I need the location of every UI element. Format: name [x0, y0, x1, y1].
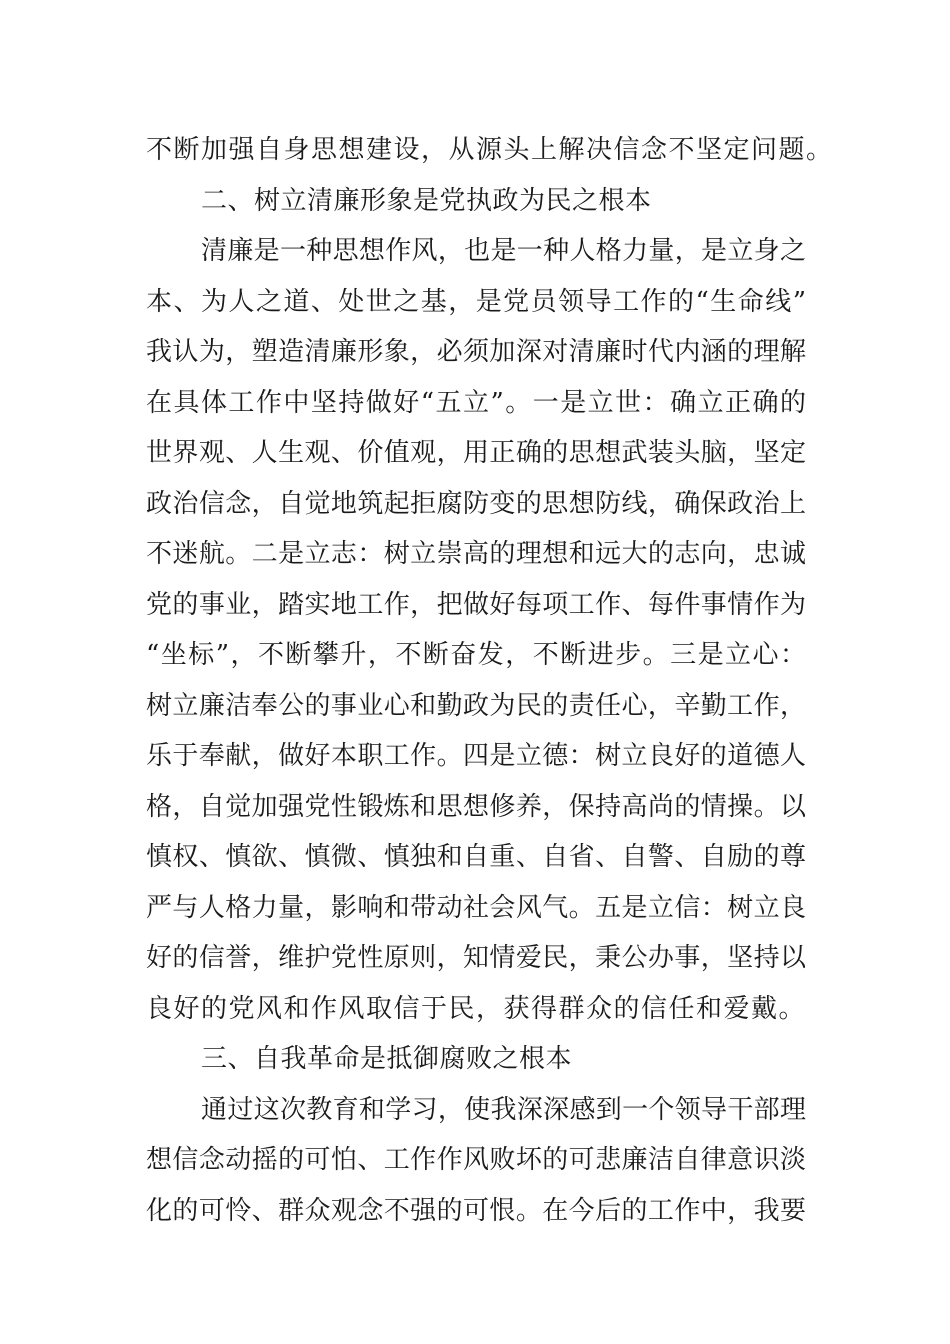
- section-heading: 二、树立清廉形象是党执政为民之根本: [201, 185, 652, 216]
- paragraph-line: 政治信念，自觉地筑起拒腐防变的思想防线，确保政治上: [146, 488, 806, 519]
- paragraph-line: 乐于奉献，做好本职工作。四是立德：树立良好的道德人: [146, 741, 806, 771]
- section-heading: 三、自我革命是抵御腐败之根本: [201, 1044, 573, 1074]
- paragraph-line: 好的信誉，维护党性原则，知情爱民，秉公办事，坚持以: [146, 943, 806, 973]
- paragraph-line: 想信念动摇的可怕、工作作风败坏的可悲廉洁自律意识淡: [146, 1145, 806, 1175]
- paragraph-line: 世界观、人生观、价值观，用正确的思想武装头脑，坚定: [146, 438, 806, 468]
- paragraph-line: 格，自觉加强党性锻炼和思想修养，保持高尚的情操。以: [146, 791, 806, 822]
- paragraph-line: 化的可怜、群众观念不强的可恨。在今后的工作中，我要: [146, 1195, 806, 1226]
- paragraph-line: 通过这次教育和学习，使我深深感到一个领导干部理: [201, 1094, 806, 1125]
- paragraph-line: 党的事业，踏实地工作，把做好每项工作、每件事情作为: [146, 589, 806, 620]
- paragraph-line: 清廉是一种思想作风，也是一种人格力量，是立身之: [201, 236, 806, 266]
- paragraph-line: 不断加强自身思想建设，从源头上解决信念不坚定问题。: [146, 135, 834, 165]
- paragraph-line: 不迷航。二是立志：树立崇高的理想和远大的志向，忠诚: [146, 539, 806, 569]
- paragraph-line: 严与人格力量，影响和带动社会风气。五是立信：树立良: [146, 892, 806, 923]
- paragraph-line: 树立廉洁奉公的事业心和勤政为民的责任心，辛勤工作，: [146, 690, 806, 721]
- document-body: [146, 127, 834, 1238]
- paragraph-line: 本、为人之道、处世之基，是党员领导工作的“生命线”: [146, 286, 806, 317]
- paragraph-line: 慎权、慎欲、慎微、慎独和自重、自省、自警、自励的尊: [146, 842, 806, 872]
- paragraph-line: 良好的党风和作风取信于民，获得群众的信任和爱戴。: [146, 993, 807, 1024]
- paragraph-line: “坐标”，不断攀升，不断奋发，不断进步。三是立心：: [146, 640, 806, 670]
- paragraph-line: 在具体工作中坚持做好“五立”。一是立世：确立正确的: [146, 387, 806, 418]
- paragraph-line: 我认为，塑造清廉形象，必须加深对清廉时代内涵的理解: [146, 337, 806, 367]
